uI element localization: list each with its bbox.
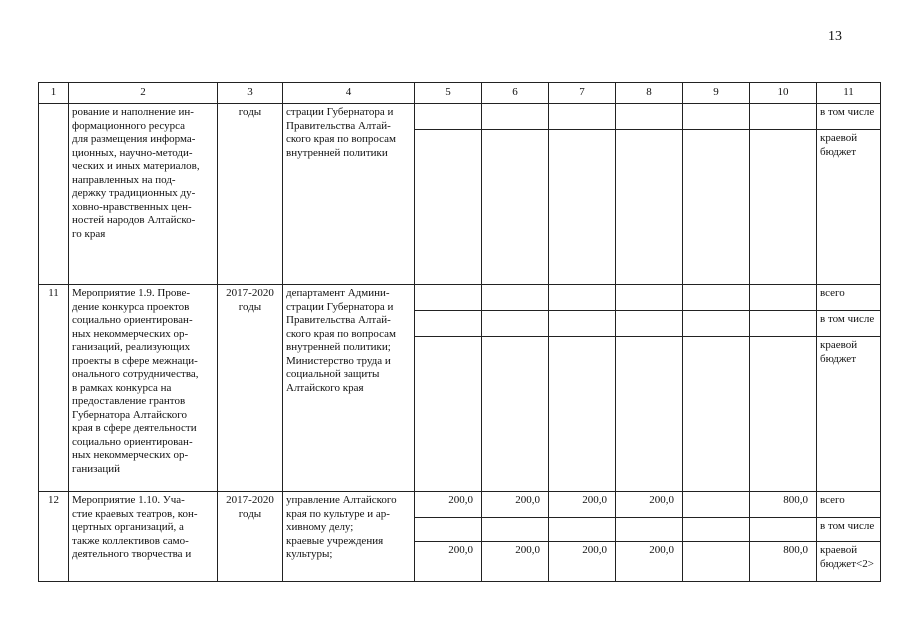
- value-cell: 200,0: [415, 542, 482, 582]
- table-row: [39, 104, 881, 130]
- funding-source: краевой бюджет: [817, 337, 881, 492]
- column-header: 9: [683, 83, 750, 104]
- column-header: 5: [415, 83, 482, 104]
- value-cell: [683, 104, 750, 130]
- value-cell: 200,0: [616, 492, 683, 518]
- value-cell: 800,0: [750, 492, 817, 518]
- table-row: [39, 285, 881, 311]
- value-cell: [415, 285, 482, 311]
- value-cell: [750, 104, 817, 130]
- value-cell: 200,0: [482, 542, 549, 582]
- column-header: 8: [616, 83, 683, 104]
- measure-description: Мероприятие 1.10. Уча- стие краевых театров, кон- цертных организаций, а также коллективов само- деятельного творчества и: [69, 492, 218, 582]
- funding-source: всего: [817, 492, 881, 518]
- row-number: [39, 104, 69, 285]
- value-cell: [683, 130, 750, 285]
- value-cell: [549, 130, 616, 285]
- value-cell: [549, 285, 616, 311]
- value-cell: [616, 337, 683, 492]
- value-cell: [616, 518, 683, 542]
- funding-source: в том числе: [817, 518, 881, 542]
- row-number: 11: [39, 285, 69, 492]
- column-header: 1: [39, 83, 69, 104]
- value-cell: [482, 104, 549, 130]
- measure-period: 2017-2020 годы: [218, 285, 283, 492]
- table-row: [39, 492, 881, 518]
- value-cell: [482, 285, 549, 311]
- value-cell: [482, 311, 549, 337]
- value-cell: [683, 518, 750, 542]
- value-cell: [683, 337, 750, 492]
- value-cell: [415, 311, 482, 337]
- value-cell: [549, 104, 616, 130]
- measure-responsible: департамент Админи- страции Губернатора и Правительства Алтай- ского края по вопросам внутренней политики; Министерство труда и социальной защиты Алтайского края: [283, 285, 415, 492]
- column-header: 4: [283, 83, 415, 104]
- header-row: [39, 83, 881, 104]
- column-header: 3: [218, 83, 283, 104]
- value-cell: [750, 130, 817, 285]
- column-header: 6: [482, 83, 549, 104]
- measure-responsible: управление Алтайского края по культуре и ар- хивному делу; краевые учреждения культуры;: [283, 492, 415, 582]
- funding-source: краевой бюджет<2>: [817, 542, 881, 582]
- funding-source: всего: [817, 285, 881, 311]
- value-cell: [415, 104, 482, 130]
- value-cell: 200,0: [482, 492, 549, 518]
- column-header: 10: [750, 83, 817, 104]
- column-header: 7: [549, 83, 616, 104]
- value-cell: [549, 518, 616, 542]
- value-cell: [616, 311, 683, 337]
- value-cell: [683, 285, 750, 311]
- funding-source: в том числе: [817, 104, 881, 130]
- measure-period: 2017-2020 годы: [218, 492, 283, 582]
- value-cell: [616, 130, 683, 285]
- value-cell: [616, 285, 683, 311]
- value-cell: [683, 311, 750, 337]
- funding-source: в том числе: [817, 311, 881, 337]
- value-cell: [549, 311, 616, 337]
- column-header: 2: [69, 83, 218, 104]
- page-number: 13: [828, 29, 842, 44]
- measure-description: рование и наполнение ин- формационного ресурса для размещения информа- ционных, научно-методи- ческих и иных материалов, направленных на под- держку традиционных ду- ховно-нравственных цен- ностей народов Алтайско- го края: [69, 104, 218, 285]
- row-number: 12: [39, 492, 69, 582]
- budget-table: [38, 82, 881, 582]
- value-cell: 200,0: [549, 542, 616, 582]
- value-cell: [750, 518, 817, 542]
- value-cell: 200,0: [616, 542, 683, 582]
- value-cell: 200,0: [549, 492, 616, 518]
- measure-responsible: страции Губернатора и Правительства Алтай- ского края по вопросам внутренней политики: [283, 104, 415, 285]
- value-cell: 800,0: [750, 542, 817, 582]
- measure-period: годы: [218, 104, 283, 285]
- value-cell: [683, 542, 750, 582]
- funding-source: краевой бюджет: [817, 130, 881, 285]
- value-cell: [482, 518, 549, 542]
- value-cell: [750, 285, 817, 311]
- value-cell: [415, 130, 482, 285]
- column-header: 11: [817, 83, 881, 104]
- value-cell: 200,0: [415, 492, 482, 518]
- value-cell: [415, 518, 482, 542]
- measure-description: Мероприятие 1.9. Прове- дение конкурса проектов социально ориентирован- ных некоммерческих ор- ганизаций, реализующих проекты в сфере межнаци- онального сотрудничества, в рамках конкурса на предоставление грантов Губернатора Алтайского края в сфере деятельности социально ориентирован- ных некоммерческих ор- ганизаций: [69, 285, 218, 492]
- value-cell: [482, 130, 549, 285]
- value-cell: [750, 311, 817, 337]
- value-cell: [616, 104, 683, 130]
- value-cell: [750, 337, 817, 492]
- value-cell: [415, 337, 482, 492]
- value-cell: [549, 337, 616, 492]
- value-cell: [683, 492, 750, 518]
- value-cell: [482, 337, 549, 492]
